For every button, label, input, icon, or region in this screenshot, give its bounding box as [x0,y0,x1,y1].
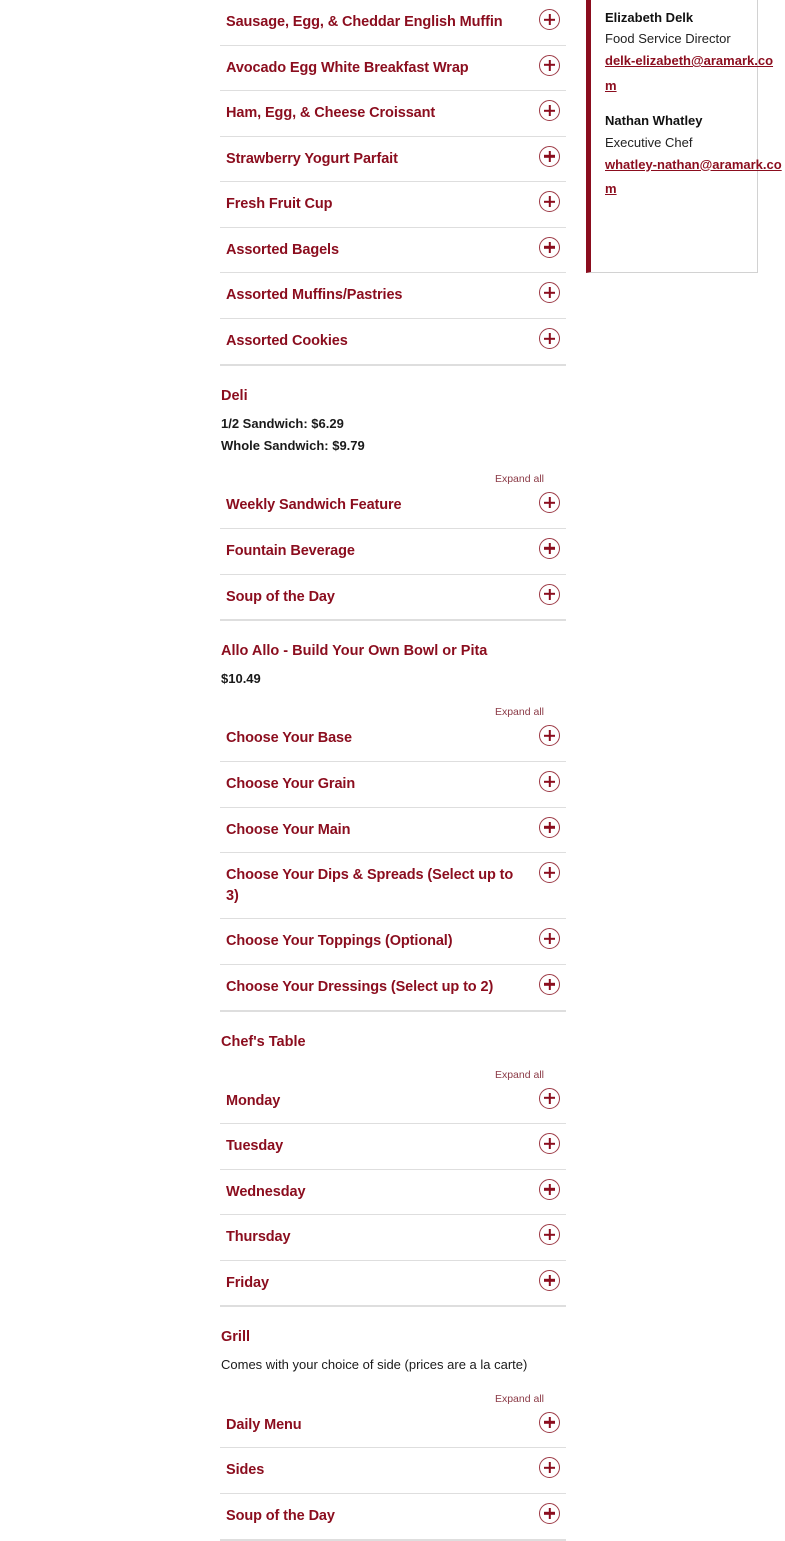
plus-circle-icon[interactable] [539,237,560,258]
section-note: $10.49 [221,671,261,687]
plus-circle-icon[interactable] [539,328,560,349]
expand-all-link[interactable]: Expand all [494,706,544,719]
plus-circle-icon[interactable] [539,584,560,605]
accordion-row[interactable] [220,808,566,854]
accordion-row-label: Choose Your Dressings (Select up to 2) [226,978,494,995]
accordion-row[interactable] [220,483,566,529]
contact-card [586,0,782,273]
plus-circle-icon[interactable] [539,1503,560,1524]
accordion-row-label: Soup of the Day [226,1507,335,1524]
section-note: Whole Sandwich: $9.79 [221,438,365,453]
plus-circle-icon[interactable] [539,1270,560,1291]
plus-circle-icon[interactable] [539,9,560,30]
accordion-row-label: Choose Your Main [226,821,351,838]
accordion-row[interactable] [220,1261,566,1307]
contact-role: Executive Chef [605,134,693,150]
section-accordion [220,1079,566,1308]
section-title: Chef's Table [221,1033,306,1050]
accordion-row[interactable] [220,1494,566,1540]
accordion-row-label: Friday [226,1274,269,1291]
plus-circle-icon[interactable] [539,100,560,121]
accordion-row[interactable] [220,1403,566,1449]
section-accordion [220,1403,566,1541]
accordion-row-label: Fresh Fruit Cup [226,196,333,213]
accordion-row[interactable] [220,0,566,46]
accordion-row-label: Weekly Sandwich Feature [226,497,402,514]
accordion-row-label: Sausage, Egg, & Cheddar English Muffin [226,14,503,30]
accordion-row[interactable] [220,1170,566,1216]
plus-circle-icon[interactable] [539,862,560,883]
accordion-row[interactable] [220,1079,566,1125]
accordion-row[interactable] [220,273,566,319]
accordion-row-label: Choose Your Base [226,730,352,747]
contact-name: Elizabeth Delk [605,10,694,25]
menu-column [220,0,566,1541]
contact-role: Food Service Director [605,31,731,47]
breakfast-accordion [220,0,566,366]
plus-circle-icon[interactable] [539,282,560,303]
contact-name: Nathan Whatley [605,113,703,129]
accordion-row-label: Avocado Egg White Breakfast Wrap [226,59,469,76]
accordion-row[interactable] [220,575,566,621]
plus-circle-icon[interactable] [539,1412,560,1433]
plus-circle-icon[interactable] [539,817,560,838]
accordion-row-label: Thursday [226,1229,291,1246]
expand-all-row [220,1389,566,1403]
section-title: Deli [221,387,248,404]
accordion-row-label: Choose Your Grain [226,776,356,793]
plus-circle-icon[interactable] [539,1088,560,1109]
menu-section [220,1307,566,1540]
plus-circle-icon[interactable] [539,191,560,212]
menu-section [220,366,566,621]
expand-all-link[interactable]: Expand all [494,1068,544,1081]
menu-sections [220,366,566,1541]
expand-all-row [220,702,566,719]
accordion-row[interactable] [220,182,566,228]
accordion-row[interactable] [220,965,566,1011]
accordion-row-label: Daily Menu [226,1416,302,1433]
accordion-row[interactable] [220,716,566,762]
expand-all-link[interactable]: Expand all [494,1392,544,1405]
plus-circle-icon[interactable] [539,55,560,76]
expand-all-row [220,469,566,486]
accordion-row-label: Wednesday [226,1183,306,1200]
accordion-row[interactable] [220,1215,566,1261]
expand-all-link[interactable]: Expand all [494,473,544,486]
accordion-row[interactable] [220,137,566,183]
accordion-row[interactable] [220,529,566,575]
section-accordion [220,716,566,1011]
plus-circle-icon[interactable] [539,1224,560,1245]
accordion-row-label: Fountain Beverage [226,542,355,559]
accordion-row[interactable] [220,46,566,92]
accordion-row[interactable] [220,228,566,274]
contact-block [605,7,774,98]
contact-block [605,110,782,201]
accordion-row[interactable] [220,1448,566,1494]
plus-circle-icon[interactable] [539,928,560,949]
menu-section [220,1012,566,1308]
section-accordion [220,483,566,621]
accordion-row-label: Assorted Cookies [226,333,348,350]
plus-circle-icon[interactable] [539,1457,560,1478]
plus-circle-icon[interactable] [539,538,560,559]
accordion-row[interactable] [220,1124,566,1170]
section-note: Comes with your choice of side (prices are a la carte) [221,1357,528,1373]
accordion-row[interactable] [220,919,566,965]
accordion-row[interactable] [220,762,566,808]
accordion-row-label: Soup of the Day [226,588,335,605]
section-note: 1/2 Sandwich: $6.29 [221,415,344,431]
section-title: Grill [221,1329,251,1346]
expand-all-row [220,1065,566,1079]
plus-circle-icon[interactable] [539,725,560,746]
section-title: Allo Allo - Build Your Own Bowl or Pita [221,643,488,660]
accordion-row-label: Monday [226,1092,281,1109]
plus-circle-icon[interactable] [539,1133,560,1154]
accordion-row-label: Ham, Egg, & Cheese Croissant [226,105,436,122]
accordion-row-label: Choose Your Dips & Spreads (Select up to 3) [226,867,514,904]
accordion-row[interactable] [220,91,566,137]
accordion-row-label: Tuesday [226,1138,284,1155]
contact-email-link[interactable]: whatley-nathan@aramark.com [605,156,782,197]
accordion-row[interactable] [220,319,566,365]
accordion-row-label: Assorted Muffins/Pastries [226,287,403,304]
plus-circle-icon[interactable] [539,771,560,792]
plus-circle-icon[interactable] [539,1179,560,1200]
plus-circle-icon[interactable] [539,492,560,513]
accordion-row[interactable] [220,853,566,919]
plus-circle-icon[interactable] [539,146,560,167]
accordion-row-label: Assorted Bagels [226,241,339,258]
accordion-row-label: Strawberry Yogurt Parfait [226,150,398,167]
menu-section [220,621,566,1011]
contact-email-link[interactable]: delk-elizabeth@aramark.com [605,53,774,93]
plus-circle-icon[interactable] [539,974,560,995]
accordion-row-label: Sides [226,1462,265,1479]
accordion-row-label: Choose Your Toppings (Optional) [226,933,453,950]
